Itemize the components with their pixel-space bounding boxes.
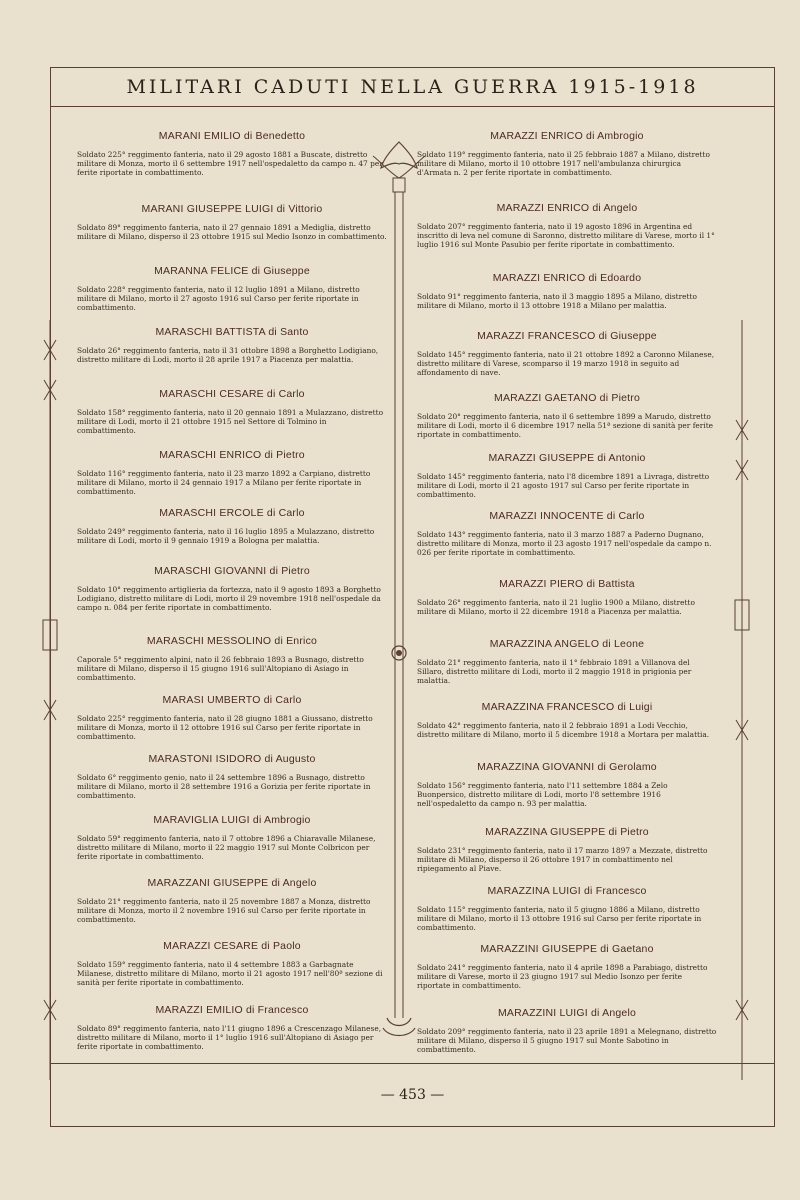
list-item [77, 507, 387, 545]
list-item [77, 130, 387, 177]
entry-name: MARAZZINA FRANCESCO di Luigi [481, 701, 653, 713]
entry-text: Soldato 207° reggimento fanteria, nato il 19 agosto 1896 in Argentina ed inscritto di leva nel comune di Saronno, distretto militare di Varese, morto il 1° luglio 1916 sul Monte Pasubio per ferite riportate in combattimento. [417, 222, 715, 249]
entry-text: Soldato 6° reggimento genio, nato il 24 settembre 1896 a Busnago, distretto militare di Milano, morto il 28 settembre 1916 a Gorizia per ferite riportate in combattimento. [77, 773, 371, 800]
entry-name: MARAVIGLIA LUIGI di Ambrogio [153, 814, 311, 826]
list-item [77, 449, 387, 496]
entry-text: Soldato 145° reggimento fanteria, nato il 21 ottobre 1892 a Caronno Milanese, distretto militare di Varese, scomparso il 19 marzo 1918 in seguito ad affondamento di nave. [417, 350, 715, 377]
entry-text: Soldato 158° reggimento fanteria, nato il 20 gennaio 1891 a Mulazzano, distretto militare di Lodi, morto il 21 ottobre 1915 nel Settore di Tolmino in combattimento. [77, 408, 384, 435]
list-item [417, 1007, 717, 1054]
list-item [417, 885, 717, 932]
list-item [77, 753, 387, 800]
entry-text: Soldato 231° reggimento fanteria, nato il 17 marzo 1897 a Mezzate, distretto militare di Milano, disperso il 26 ottobre 1917 in combattimento nel ripiegamento al Piave. [417, 846, 708, 873]
page-number: — 453 — [380, 1087, 445, 1103]
list-item [417, 130, 717, 177]
list-item [77, 877, 387, 924]
entry-text: Soldato 159° reggimento fanteria, nato il 4 settembre 1883 a Garbagnate Milanese, distretto militare di Milano, morto il 21 agosto 1917 nell'80ª sezione di sanità per ferite riportate in combattimento. [77, 960, 383, 987]
list-item [77, 326, 387, 364]
entry-text: Soldato 21° reggimento fanteria, nato il 1° febbraio 1891 a Villanova del Sillaro, distretto militare di Lodi, morto il 2 maggio 1918 in prigionia per malattia. [417, 658, 692, 685]
entry-name: MARAZZI FRANCESCO di Giuseppe [477, 330, 657, 342]
entry-name: MARAZZI PIERO di Battista [499, 578, 635, 590]
entry-text: Soldato 42° reggimento fanteria, nato il 2 febbraio 1891 a Lodi Vecchio, distretto militare di Milano, morto il 5 dicembre 1918 a Mortara per malattia. [417, 721, 710, 739]
entry-name: MARASTONI ISIDORO di Augusto [148, 753, 316, 765]
entry-text: Soldato 225° reggimento fanteria, nato il 29 agosto 1881 a Buscate, distretto militare di Monza, morto il 6 settembre 1917 nell'ospedaletto da campo n. 47 per ferite riportate in combattimento. [77, 150, 383, 177]
entry-text: Soldato 91° reggimento fanteria, nato il 3 maggio 1895 a Milano, distretto militare di Milano, morto il 13 ottobre 1918 a Milano per malattia. [417, 292, 697, 310]
list-item [77, 694, 387, 741]
list-item [77, 265, 387, 312]
list-item [417, 826, 717, 873]
list-item [77, 1004, 387, 1051]
entry-text: Soldato 89° reggimento fanteria, nato l'11 giugno 1896 a Crescenzago Milanese, distretto militare di Milano, morto il 1° luglio 1916 sull'Altopiano di Asiago per ferite riportate in combattimento. [77, 1024, 382, 1051]
entry-text: Soldato 228° reggimento fanteria, nato il 12 luglio 1891 a Milano, distretto militare di Milano, morto il 27 agosto 1916 sul Carso per ferite riportate in combattimento. [77, 285, 360, 312]
entry-name: MARAZZI GIUSEPPE di Antonio [488, 452, 646, 464]
page-header [51, 68, 774, 107]
right-border-ornament [734, 320, 750, 1080]
list-item [417, 701, 717, 739]
entry-name: MARAZZINI LUIGI di Angelo [497, 1007, 637, 1019]
entry-text: Soldato 116° reggimento fanteria, nato il 23 marzo 1892 a Carpiano, distretto militare di Milano, morto il 24 gennaio 1917 a Milano per ferite riportate in combattimento. [77, 469, 371, 496]
list-item [417, 510, 717, 557]
entry-text: Soldato 225° reggimento fanteria, nato il 28 giugno 1881 a Giussano, distretto militare di Monza, morto il 12 ottobre 1916 sul Carso per ferite riportate in combattimento. [77, 714, 373, 741]
list-item [417, 392, 717, 439]
entry-name: MARAZZINA ANGELO di Leone [489, 638, 645, 650]
entry-text: Soldato 21° reggimento fanteria, nato il 25 novembre 1887 a Monza, distretto militare di Monza, morto il 2 novembre 1916 sul Carso per ferite riportate in combattimento. [77, 897, 371, 924]
entry-name: MARAZZI EMILIO di Francesco [155, 1004, 309, 1016]
entry-name: MARASCHI MESSOLINO di Enrico [146, 635, 318, 647]
entry-text: Soldato 59° reggimento fanteria, nato il 7 ottobre 1896 a Chiaravalle Milanese, distretto militare di Milano, morto il 22 maggio 1917 sul Monte Colbricon per ferite riportate in combattimento. [77, 834, 376, 861]
entry-name: MARAZZI ENRICO di Edoardo [492, 272, 642, 284]
entry-name: MARAZZI CESARE di Paolo [163, 940, 301, 952]
entry-name: MARAZZANI GIUSEPPE di Angelo [147, 877, 317, 889]
page-frame [50, 67, 775, 1127]
entry-name: MARAZZI GAETANO di Pietro [494, 392, 640, 404]
entry-text: Soldato 249° reggimento fanteria, nato il 16 luglio 1895 a Mulazzano, distretto militare di Lodi, morto il 9 gennaio 1919 a Bologna per malattia. [77, 527, 375, 545]
entry-name: MARAZZINI GIUSEPPE di Gaetano [480, 943, 654, 955]
entry-name: MARAZZI ENRICO di Angelo [496, 202, 638, 214]
entry-text: Soldato 26° reggimento fanteria, nato il 31 ottobre 1898 a Borghetto Lodigiano, distretto militare di Lodi, morto il 28 aprile 1917 a Piacenza per malattia. [77, 346, 379, 364]
entry-name: MARASI UMBERTO di Carlo [162, 694, 302, 706]
entry-text: Soldato 241° reggimento fanteria, nato il 4 aprile 1898 a Parabiago, distretto militare di Varese, morto il 23 giugno 1917 sul Medio Isonzo per ferite riportate in combattimento. [417, 963, 708, 990]
list-item [417, 202, 717, 249]
list-item [77, 565, 387, 612]
entry-text: Soldato 119° reggimento fanteria, nato il 25 febbraio 1887 a Milano, distretto militare di Milano, morto il 10 ottobre 1917 nell'ambulanza chirurgica d'Armata n. 2 per ferite riportate in combattimento. [417, 150, 710, 177]
page-footer [51, 1063, 774, 1126]
list-item [77, 635, 387, 682]
page-title: MILITARI CADUTI NELLA GUERRA 1915-1918 [126, 76, 699, 98]
entry-name: MARANI EMILIO di Benedetto [158, 130, 306, 142]
left-border-ornament [42, 320, 58, 1080]
list-item [417, 761, 717, 808]
list-item [417, 638, 717, 685]
entry-text: Soldato 115° reggimento fanteria, nato il 5 giugno 1886 a Milano, distretto militare di Milano, morto il 13 ottobre 1916 sul Carso per ferite riportate in combattimento. [417, 905, 702, 932]
entry-name: MARAZZINA LUIGI di Francesco [487, 885, 647, 897]
entry-name: MARAZZINA GIOVANNI di Gerolamo [477, 761, 657, 773]
entry-name: MARAZZI INNOCENTE di Carlo [489, 510, 645, 522]
list-item [77, 814, 387, 861]
list-item [417, 330, 717, 377]
entry-name: MARAZZINA GIUSEPPE di Pietro [485, 826, 649, 838]
entry-text: Caporale 5° reggimento alpini, nato il 26 febbraio 1893 a Busnago, distretto militare di Milano, disperso il 15 giugno 1916 sull'Altopiano di Asiago in combattimento. [77, 655, 364, 682]
entry-text: Soldato 156° reggimento fanteria, nato l'11 settembre 1884 a Zelo Buonpersico, distretto militare di Lodi, morto l'8 settembre 1916 nell'ospedaletto da campo n. 93 per malattia. [417, 781, 668, 808]
entry-text: Soldato 145° reggimento fanteria, nato l'8 dicembre 1891 a Livraga, distretto militare di Lodi, morto il 21 agosto 1917 sul Carso per ferite riportate in combattimento. [417, 472, 710, 499]
entry-name: MARAZZI ENRICO di Ambrogio [490, 130, 644, 142]
list-item [77, 940, 387, 987]
entry-name: MARANI GIUSEPPE LUIGI di Vittorio [141, 203, 323, 215]
list-item [417, 272, 717, 310]
entry-text: Soldato 209° reggimento fanteria, nato il 23 aprile 1891 a Melegnano, distretto militare di Milano, disperso il 5 giugno 1917 sul Monte Sabotino in combattimento. [417, 1027, 717, 1054]
entry-name: MARASCHI GIOVANNI di Pietro [154, 565, 310, 577]
list-item [417, 452, 717, 499]
entry-text: Soldato 89° reggimento fanteria, nato il 27 gennaio 1891 a Mediglia, distretto militare di Milano, disperso il 23 ottobre 1915 sul Medio Isonzo in combattimento. [77, 223, 387, 241]
list-item [417, 578, 717, 616]
entry-text: Soldato 20° reggimento fanteria, nato il 6 settembre 1899 a Marudo, distretto militare di Lodi, morto il 6 dicembre 1917 nella 51ª sezione di sanità per ferite riportate in combattimento. [417, 412, 714, 439]
entry-name: MARASCHI ENRICO di Pietro [159, 449, 305, 461]
entry-text: Soldato 143° reggimento fanteria, nato il 3 marzo 1887 a Paderno Dugnano, distretto militare di Monza, morto il 23 agosto 1917 nell'ospedale da campo n. 026 per ferite riportate in combattimento. [417, 530, 712, 557]
list-item [77, 203, 387, 241]
entry-name: MARASCHI CESARE di Carlo [159, 388, 305, 400]
list-item [77, 388, 387, 435]
entry-text: Soldato 26° reggimento fanteria, nato il 21 luglio 1900 a Milano, distretto militare di Milano, morto il 22 dicembre 1918 a Piacenza per malattia. [417, 598, 695, 616]
list-item [417, 943, 717, 990]
entry-name: MARASCHI ERCOLE di Carlo [159, 507, 305, 519]
entry-name: MARANNA FELICE di Giuseppe [154, 265, 310, 277]
entry-text: Soldato 10° reggimento artiglieria da fortezza, nato il 9 agosto 1893 a Borghetto Lodigiano, distretto militare di Lodi, morto il 29 novembre 1918 nell'ospedale da campo n. 084 per ferite riportate in combattimento. [77, 585, 381, 612]
entry-name: MARASCHI BATTISTA di Santo [155, 326, 309, 338]
